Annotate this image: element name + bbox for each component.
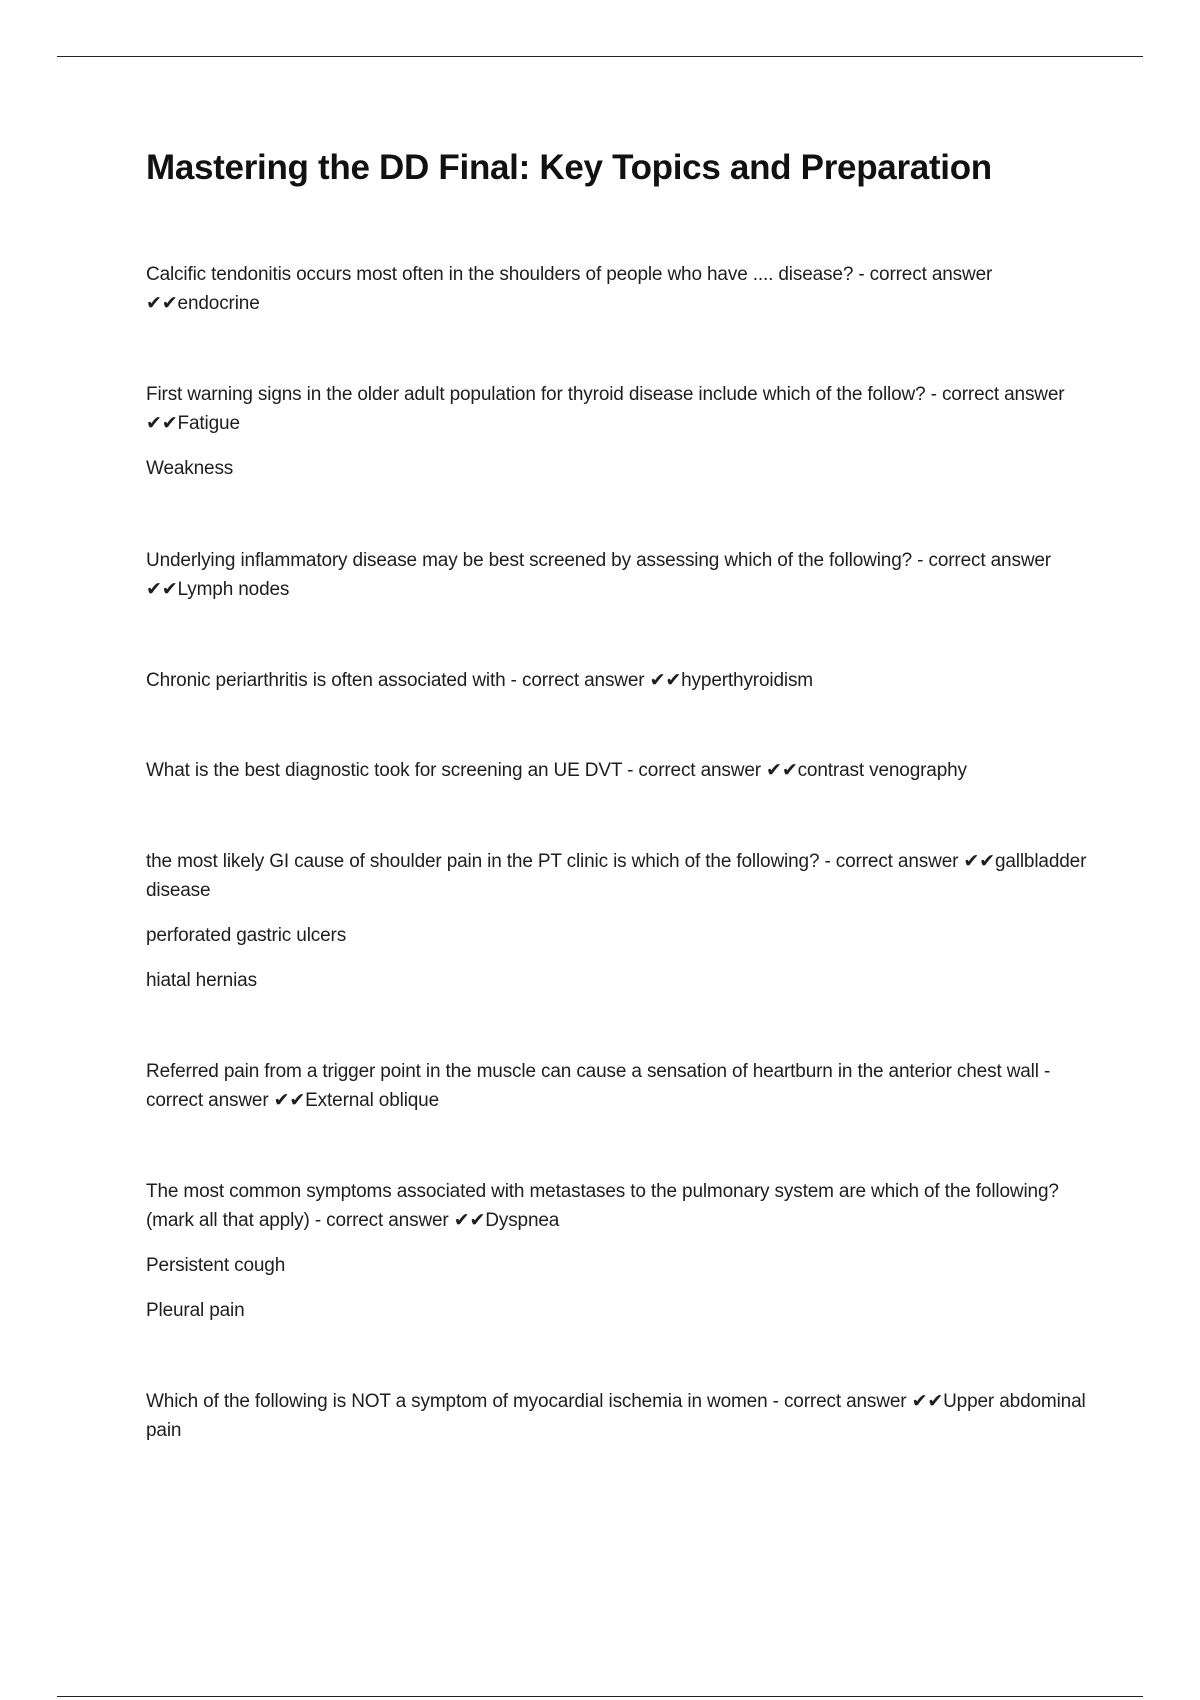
qa-item (146, 380, 1096, 483)
qa-question-answer: Underlying inflammatory disease may be best screened by assessing which of the following? - correct answer ✔✔Lymph nodes (146, 550, 1051, 600)
qa-question-answer: What is the best diagnostic took for screening an UE DVT - correct answer ✔✔contrast venography (146, 760, 967, 781)
qa-question-answer: Referred pain from a trigger point in the muscle can cause a sensation of heartburn in the anterior chest wall - correct answer ✔✔External oblique (146, 1061, 1051, 1111)
qa-additional-answer: Persistent cough (146, 1255, 286, 1276)
qa-question-answer: First warning signs in the older adult population for thyroid disease include which of the follow? - correct answer ✔✔Fatigue (146, 384, 1065, 434)
qa-item (146, 1177, 1096, 1325)
qa-additional-answer: hiatal hernias (146, 970, 257, 991)
qa-additional-answer: perforated gastric ulcers (146, 925, 347, 946)
qa-additional-answer: Weakness (146, 458, 234, 479)
qa-item (146, 260, 1096, 318)
qa-item (146, 666, 1096, 695)
qa-question-answer: the most likely GI cause of shoulder pain in the PT clinic is which of the following? - correct answer ✔✔gallbladder disease (146, 851, 1087, 901)
qa-item (146, 1387, 1096, 1445)
qa-item (146, 1057, 1096, 1115)
header-rule (57, 56, 1143, 57)
qa-item (146, 546, 1096, 604)
qa-item (146, 847, 1096, 995)
footer-rule (57, 1696, 1143, 1697)
qa-item (146, 756, 1096, 785)
qa-additional-answer: Pleural pain (146, 1300, 245, 1321)
page-title: Mastering the DD Final: Key Topics and Preparation (146, 148, 992, 187)
qa-question-answer: Chronic periarthritis is often associated with - correct answer ✔✔hyperthyroidism (146, 670, 813, 691)
qa-question-answer: The most common symptoms associated with metastases to the pulmonary system are which of the following? (mark all that apply) - correct answer ✔✔Dyspnea (146, 1181, 1059, 1231)
qa-question-answer: Calcific tendonitis occurs most often in the shoulders of people who have .... disease? - correct answer ✔✔endocrine (146, 264, 993, 314)
qa-question-answer: Which of the following is NOT a symptom of myocardial ischemia in women - correct answer ✔✔Upper abdominal pain (146, 1391, 1086, 1441)
